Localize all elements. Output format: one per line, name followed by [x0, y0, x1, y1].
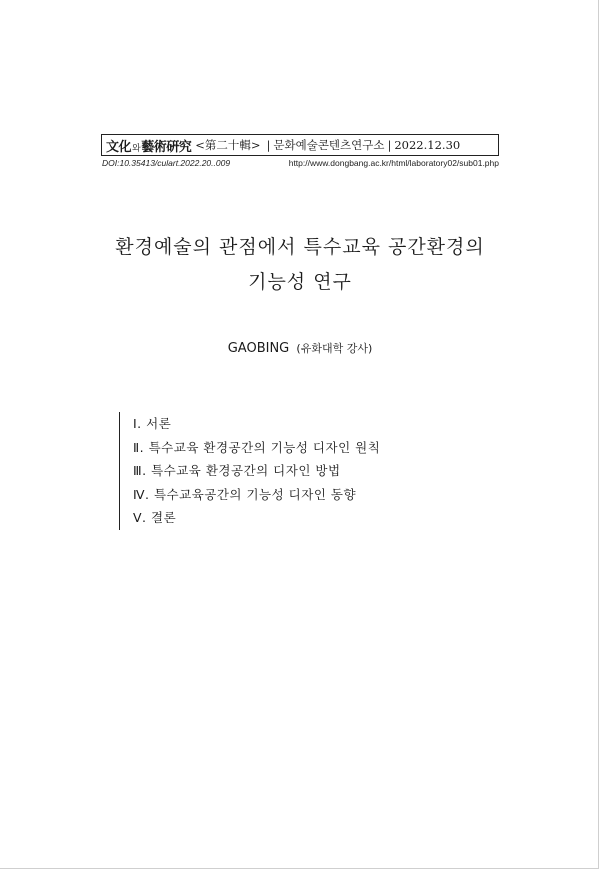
journal-url[interactable]: http://www.dongbang.ac.kr/html/laboratory02/sub01.php — [288, 158, 499, 168]
toc-item: Ⅴ. 결론 — [133, 510, 177, 526]
doi: DOI:10.35413/culart.2022.20..009 — [102, 158, 231, 168]
toc-item: Ⅰ. 서론 — [133, 416, 172, 431]
journal-logo — [106, 136, 191, 155]
separator: | — [266, 138, 271, 152]
author-affiliation: (유화대학 강사) — [296, 342, 373, 355]
table-of-contents — [119, 412, 380, 530]
journal-date: 2022.12.30 — [394, 138, 461, 152]
author-line — [0, 340, 600, 356]
toc-item: Ⅱ. 특수교육 환경공간의 기능성 디자인 원칙 — [133, 439, 381, 455]
journal-logo-connector: 와 — [132, 143, 141, 154]
journal-publisher: 문화예술콘텐츠연구소 — [273, 138, 385, 152]
journal-volume: <第二十輯> — [195, 138, 261, 152]
title-line-2: 기능성 연구 — [248, 271, 352, 293]
title-line-1: 환경예술의 관점에서 특수교육 공간환경의 — [115, 236, 485, 258]
author-name: GAOBING — [227, 341, 290, 356]
paper-title — [0, 230, 600, 300]
journal-header-box — [101, 134, 499, 156]
toc-item: Ⅳ. 특수교육공간의 기능성 디자인 동향 — [133, 486, 357, 502]
separator: | — [387, 138, 392, 152]
journal-logo-part2: 藝術硏究 — [141, 139, 192, 155]
toc-item: Ⅲ. 특수교육 환경공간의 디자인 방법 — [133, 463, 341, 479]
journal-logo-part1: 文化 — [106, 139, 132, 155]
